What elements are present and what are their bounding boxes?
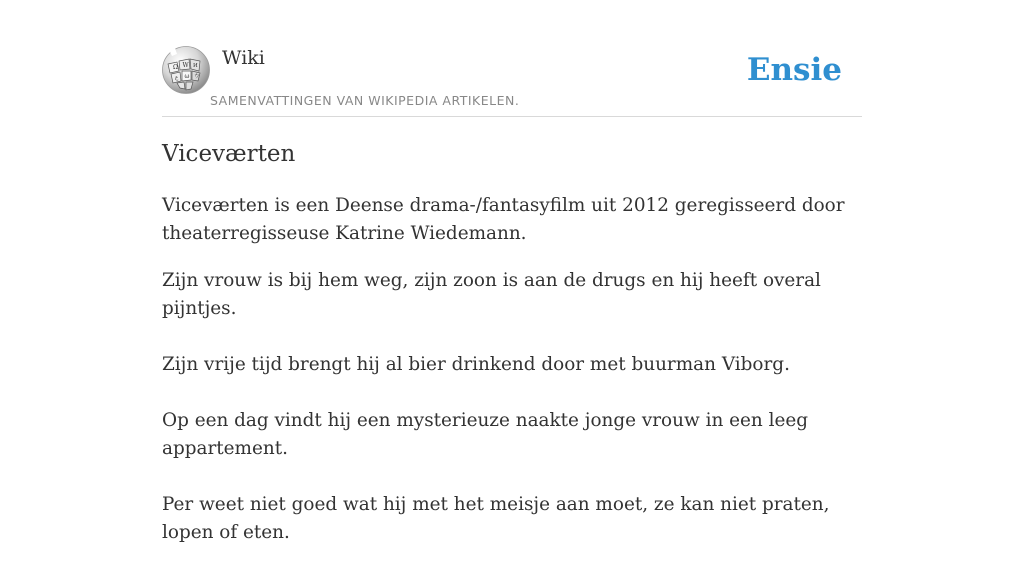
- svg-text:И: И: [193, 63, 198, 69]
- svg-text:W: W: [182, 62, 189, 69]
- article-title: Viceværten: [162, 141, 296, 167]
- article-intro: Viceværten is een Deense drama-/fantasyfilm uit 2012 geregisseerd door theaterregisseuse Katrine Wiedemann.: [162, 195, 845, 244]
- svg-text:ع: ع: [175, 75, 179, 81]
- article-paragraph: Zijn vrouw is bij hem weg, zijn zoon is aan de drugs en hij heeft overal pijntjes.: [162, 270, 821, 319]
- wikipedia-globe-icon[interactable]: [162, 46, 210, 94]
- svg-text:Ω: Ω: [173, 64, 178, 71]
- article-paragraph: Op een dag vindt hij een mysterieuze naakte jonge vrouw in een leeg appartement.: [162, 410, 809, 459]
- site-name[interactable]: Wiki: [222, 47, 265, 69]
- article-body: [162, 192, 862, 575]
- site-tagline: SAMENVATTINGEN VAN WIKIPEDIA ARTIKELEN.: [210, 93, 520, 108]
- article-paragraph: Zijn vrije tijd brengt hij al bier drinkend door met buurman Viborg.: [162, 354, 790, 375]
- ensie-brand-link[interactable]: Ensie: [746, 52, 842, 88]
- svg-text:ウ: ウ: [194, 74, 200, 80]
- site-header: [162, 0, 862, 117]
- svg-text:ω: ω: [184, 73, 190, 80]
- article-paragraph: Per weet niet goed wat hij met het meisje aan moet, ze kan niet praten, lopen of eten.: [162, 494, 830, 543]
